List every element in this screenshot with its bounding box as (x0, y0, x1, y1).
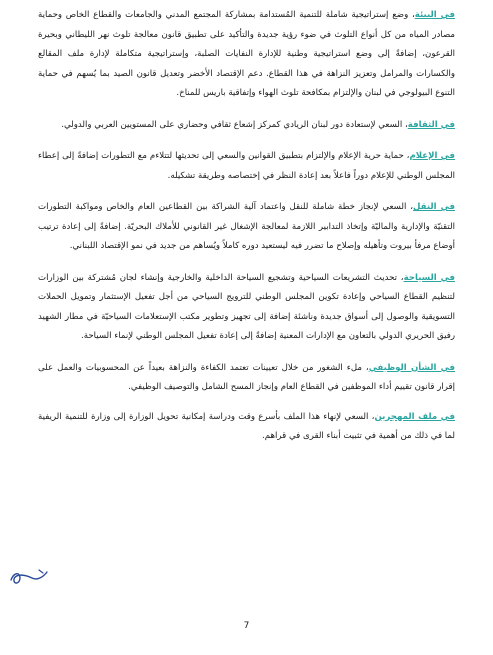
paragraph-text-media: ، حماية حرية الإعلام والإلتزام بتطبيق القوانين والسعي إلى تحديثها لتتلاءم مع التطورات إضافةً إلى إعطاء المجلس الوطني للإعلام دوراً فاعلاً بعد إعادة النظر في إختصاصه وطريقة تشكيله. (38, 151, 455, 181)
paragraph-text-tourism: ، تحديث التشريعات السياحية وتشجيع السياحة الداخلية والخارجية وإنشاء لجان مُشتركة بين الوزارات لتنظيم القطاع السياحي وإعادة تكوين المجلس الوطني للترويج السياحي من أجل تفعيل الإستثمار وتمويل الحملات التسويقية والوصول إلى أسواق جديدة وناشئة إضافة إلى تجهيز وتطوير مكتب الإستعلامات السياحيّة في مطار الشهيد رفيق الحريري الدولي بالتعاون مع الإدارات المعنية إضافةً إلى إعادة تفعيل المجلس الوطني لإنماء السياحة. (38, 272, 455, 341)
section-lead-tourism: في السياحة (403, 272, 455, 283)
paragraph-displaced (38, 408, 455, 447)
section-lead-media: في الإعلام (409, 151, 455, 161)
paragraph-environment (38, 6, 455, 104)
paragraph-text-displaced: ، السعي لإنهاء هذا الملف بأسرع وقت ودراسة إمكانية تحويل الوزارة إلى وزارة للتنمية الريفية لما في ذلك من أهمية في تثبيت أبناء القرى في قراهم. (38, 411, 455, 441)
page-number: 7 (243, 621, 250, 631)
paragraph-civil-service (38, 359, 455, 398)
paragraph-transport (38, 198, 455, 257)
section-lead-transport: في النقل (413, 202, 455, 212)
paragraph-text-environment: ، وضع إستراتيجية شاملة للتنمية المُستدامة بمشاركة المجتمع المدني والجامعات والقطاع الخاص وحماية مصادر المياه من كل أنواع التلوث في ضوء رؤية جديدة والتأكيد على تطبيق قانون معالجة تلوث نهر الليطاني وبحيرة القرعون، إضافةً إلى وضع استراتيجية وطنية للإدارة النفايات الصلبة، وإستراتيجية متكاملة لإدارة ملف المقالع والكسارات والمرامل وتعزيز النزاهة في هذا القطاع. دعم الإقتصاد الأخضر وتعديل قانون الصيد بما يُسهم في حماية التنوع البيولوجي في لبنان والإلتزام بمكافحة تلوث الهواء وإتفاقية باريس للمناخ. (38, 10, 455, 98)
signature-mark (8, 566, 50, 588)
paragraph-culture (38, 116, 455, 136)
section-lead-culture: في الثقافة (407, 119, 455, 130)
section-lead-environment: في البيئة (414, 10, 455, 20)
document-body (38, 6, 455, 459)
paragraph-media (38, 147, 455, 186)
paragraph-text-culture: ، السعي لإستعادة دور لبنان الريادي كمركز إشعاع ثقافي وحضاري على المستويين العربي والدولي. (61, 119, 408, 130)
paragraph-tourism (38, 269, 455, 347)
section-lead-displaced: في ملف المهجرين (374, 411, 455, 422)
paragraph-text-civil-service: ، ملء الشغور من خلال تعيينات تعتمد الكفاءة والنزاهة بعيداً عن المحسوبيات والعمل على إقرار قانون تقييم أداء الموظفين في القطاع العام وإنجاز المسح الشامل والتوصيف الوظيفي. (38, 362, 455, 392)
paragraph-text-transport: ، السعي لإنجاز خطة شاملة للنقل واعتماد آلية الشراكة بين القطاعين العام والخاص ومواكبة التطورات التقنيّة والإدارية والماليّة وإتخاذ التدابير اللازمة لمعالجة الإشغال غير القانوني للأملاك البحريّة. إضافةً إلى إعادة ترتيب أوضاع مرفأ بيروت وتأهيله وإصلاح ما تضرر فيه ليستعيد دوره كاملاً ويُساهم من جديد في نمو الإقتصاد اللبناني. (38, 202, 455, 251)
section-lead-civil-service: في الشأن الوظيفي (368, 362, 455, 373)
